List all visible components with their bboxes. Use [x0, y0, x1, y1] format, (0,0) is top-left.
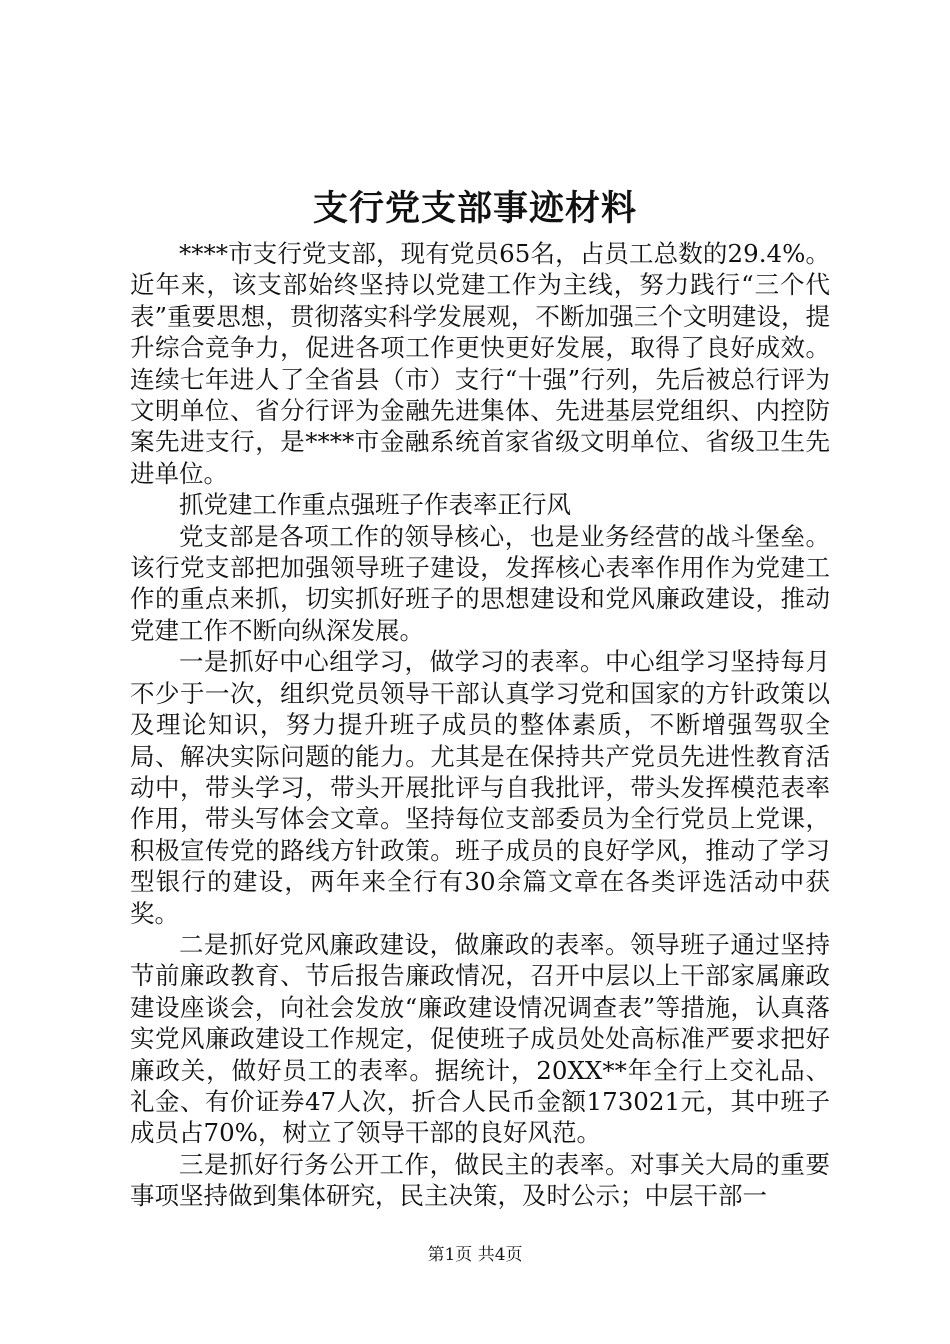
paragraph-transparency: 三是抓好行务公开工作，做民主的表率。对事关大局的重要事项坚持做到集体研究，民主决策，及时公示；中层干部一 — [130, 1149, 830, 1211]
page-number-footer: 第1页 共4页 — [427, 1245, 523, 1265]
paragraph-study: 一是抓好中心组学习，做学习的表率。中心组学习坚持每月不少于一次，组织党员领导干部认真学习党和国家的方针政策以及理论知识，努力提升班子成员的整体素质，不断增强驾驭全局、解决实际问题的能力。尤其是在保持共产党员先进性教育活动中，带头学习，带头开展批评与自我批评，带头发挥模范表率作用，带头写体会文章。坚持每位支部委员为全行党员上党课，积极宣传党的路线方针政策。班子成员的良好学风，推动了学习型银行的建设，两年来全行有30余篇文章在各类评选活动中获奖。 — [130, 647, 830, 928]
paragraph-integrity: 二是抓好党风廉政建设，做廉政的表率。领导班子通过坚持节前廉政教育、节后报告廉政情况，召开中层以上干部家属廉政建设座谈会，向社会发放“廉政建设情况调查表”等措施，认真落实党风廉政建设工作规定，促使班子成员处处高标准严要求把好廉政关，做好员工的表率。据统计，20XX**年全行上交礼品、礼金、有价证券47人次，折合人民币金额173021元，其中班子成员占70%，树立了领导干部的良好风范。 — [130, 929, 830, 1148]
document-body — [130, 238, 830, 1212]
paragraph-intro: ****市支行党支部，现有党员65名，占员工总数的29.4%。近年来，该支部始终坚持以党建工作为主线，努力践行“三个代表”重要思想，贯彻落实科学发展观，不断加强三个文明建设，提升综合竞争力，促进各项工作更快更好发展，取得了良好成效。连续七年进人了全省县（市）支行“十强”行列，先后被总行评为文明单位、省分行评为金融先进集体、先进基层党组织、内控防案先进支行，是****市金融系统首家省级文明单位、省级卫生先进单位。 — [130, 239, 830, 488]
section-heading: 抓党建工作重点强班子作表率正行风 — [179, 490, 571, 520]
document-title: 支行党支部事迹材料 — [312, 188, 637, 229]
paragraph-party-branch: 党支部是各项工作的领导核心，也是业务经营的战斗堡垒。该行党支部把加强领导班子建设，发挥核心表率作用作为党建工作的重点来抓，切实抓好班子的思想建设和党风廉政建设，推动党建工作不断向纵深发展。 — [130, 521, 830, 645]
